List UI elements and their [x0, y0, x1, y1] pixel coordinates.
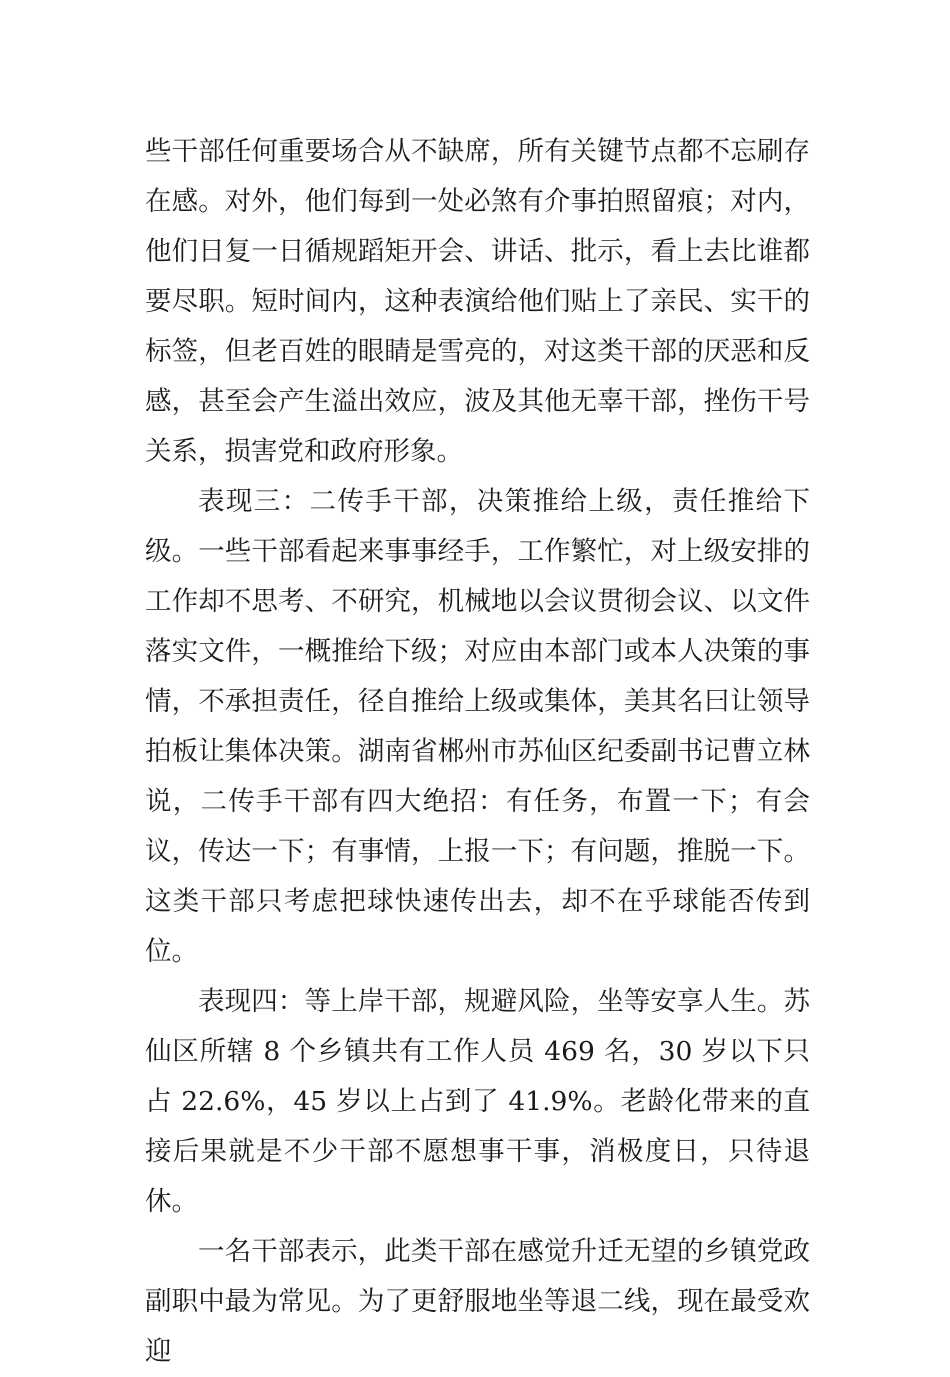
document-page: [145, 127, 810, 1377]
paragraph-continuation: 些干部任何重要场合从不缺席，所有关键节点都不忘刷存在感。对外，他们每到一处必煞有介事拍照留痕；对内，他们日复一日循规蹈矩开会、讲话、批示，看上去比谁都要尽职。短时间内，这种表演给他们贴上了亲民、实干的标签，但老百姓的眼睛是雪亮的，对这类干部的厌恶和反感，甚至会产生溢出效应，波及其他无辜干部，挫伤干号关系，损害党和政府形象。: [145, 136, 810, 467]
paragraph-cadre-statement: 一名干部表示，此类干部在感觉升迁无望的乡镇党政副职中最为常见。为了更舒服地坐等退二线，现在最受欢迎: [145, 1236, 810, 1367]
paragraph-behavior-three: 表现三：二传手干部，决策推给上级，责任推给下级。一些干部看起来事事经手，工作繁忙，对上级安排的工作却不思考、不研究，机械地以会议贯彻会议、以文件落实文件，一概推给下级；对应由本部门或本人决策的事情，不承担责任，径自推给上级或集体，美其名曰让领导拍板让集体决策。湖南省郴州市苏仙区纪委副书记曹立林说，二传手干部有四大绝招：有任务，布置一下；有会议，传达一下；有事情，上报一下；有问题，推脱一下。这类干部只考虑把球快速传出去，却不在乎球能否传到位。: [145, 486, 810, 967]
paragraph-behavior-four: 表现四：等上岸干部，规避风险，坐等安享人生。苏仙区所辖 8 个乡镇共有工作人员 469 名，30 岁以下只占 22.6%，45 岁以上占到了 41.9%。老龄化带来的直接后果就是不少干部不愿想事干事，消极度日，只待退休。: [145, 986, 810, 1217]
